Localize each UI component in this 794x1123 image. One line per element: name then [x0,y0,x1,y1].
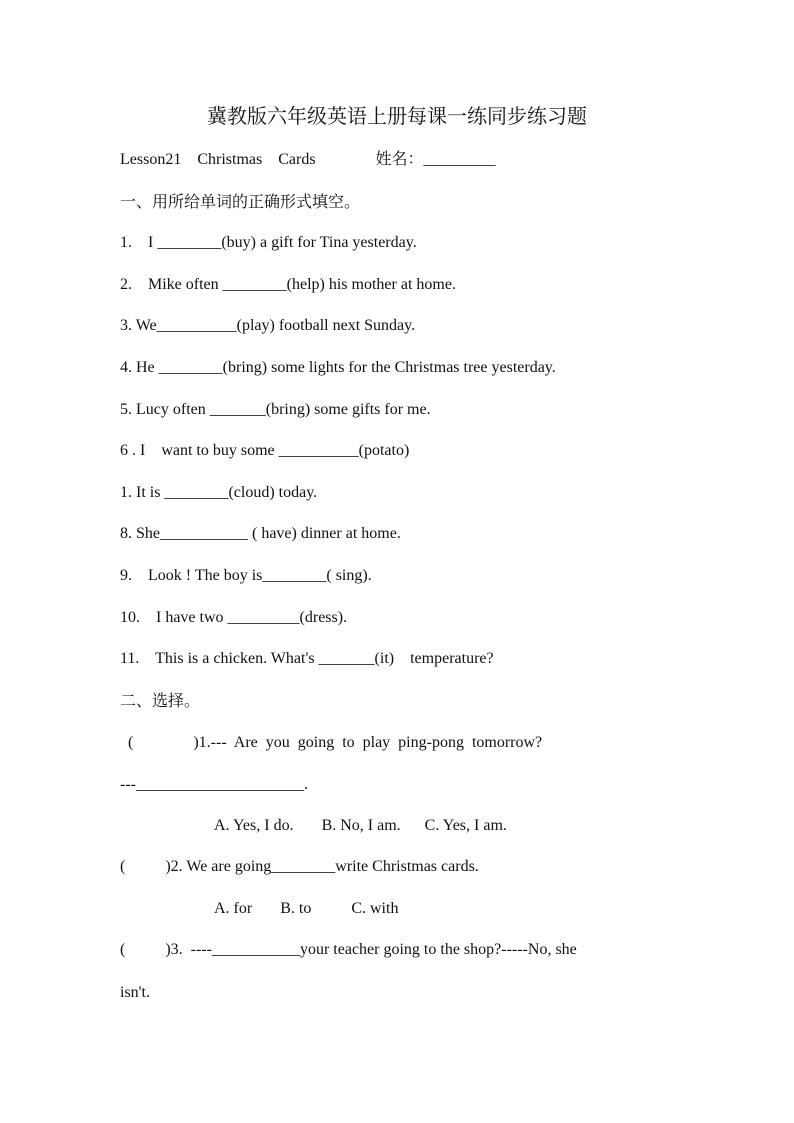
fill-item-3: 3. We__________(play) football next Sunday. [120,317,416,334]
choice-q1-line2: ---_____________________. [120,776,308,793]
choice-q2-options: A. for B. to C. with [214,900,399,917]
section2-heading: 二、选择。 [120,691,201,710]
choice-q3-line1: ( )3. ----___________your teacher going to the shop?-----No, she [120,941,577,958]
fill-item-7: 1. It is ________(cloud) today. [120,484,318,501]
fill-item-1: 1. I ________(buy) a gift for Tina yesterday. [120,234,417,251]
lesson-header: Lesson21 Christmas Cards 姓名：_________ [120,151,496,168]
choice-q1-options: A. Yes, I do. B. No, I am. C. Yes, I am. [214,817,507,834]
fill-item-9: 9. Look ! The boy is________( sing). [120,567,372,584]
choice-q2-line: ( )2. We are going________write Christmas cards. [120,858,479,875]
fill-item-6: 6 . I want to buy some __________(potato) [120,442,410,459]
choice-q3-line2: isn't. [120,984,150,1001]
fill-item-5: 5. Lucy often _______(bring) some gifts for me. [120,401,431,418]
choice-q1-line1: ( )1.--- Are you going to play ping-pong tomorrow? [128,734,543,751]
fill-item-10: 10. I have two _________(dress). [120,609,348,626]
fill-item-11: 11. This is a chicken. What's _______(it) temperature? [120,650,494,667]
fill-item-2: 2. Mike often ________(help) his mother at home. [120,276,456,293]
section1-heading: 一、用所给单词的正确形式填空。 [120,192,361,211]
fill-item-8: 8. She___________ ( have) dinner at home. [120,525,401,542]
fill-item-4: 4. He ________(bring) some lights for the Christmas tree yesterday. [120,359,556,376]
page-title: 冀教版六年级英语上册每课一练同步练习题 [207,104,587,128]
